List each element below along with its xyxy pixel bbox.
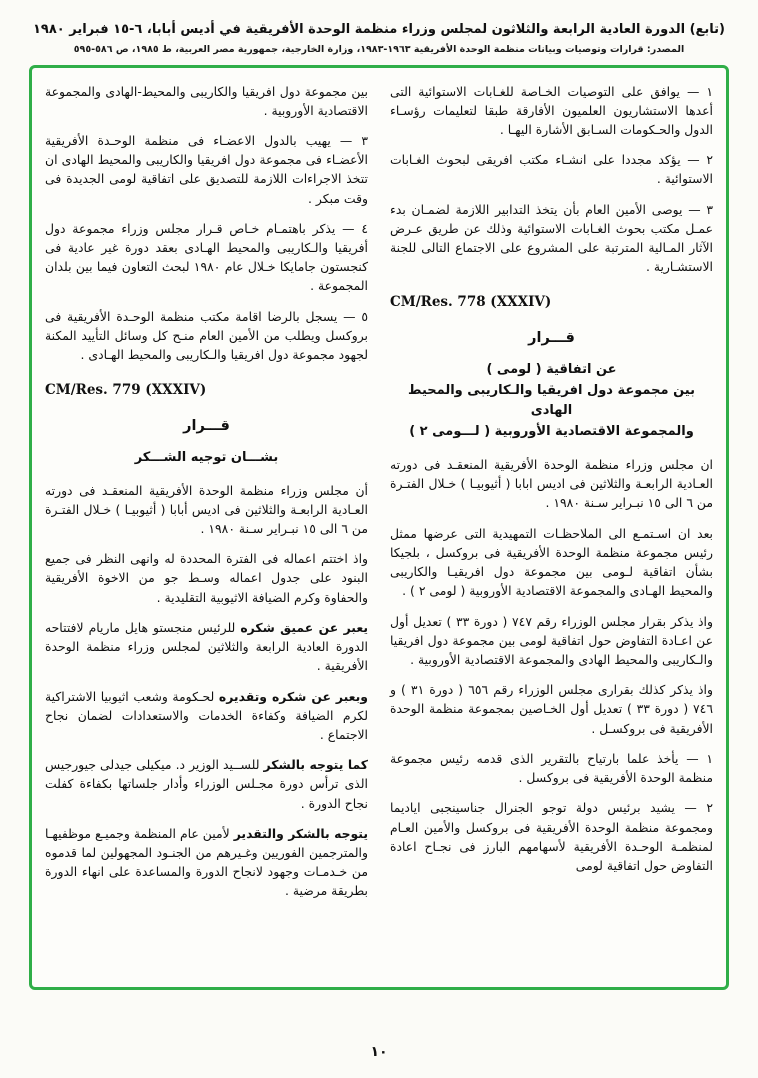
page-number: ١٠ xyxy=(370,1044,388,1060)
resolution-title: قـــرار xyxy=(528,330,575,347)
body-paragraph: واذ يذكر كذلك بقرارى مجلس الوزراء رقم ٦٥٦ ( دورة ٣١ ) و ٧٤٦ ( دورة ٣٣ ) تعديل أول الخـاصين بمجموعة منظمة الوحدة الأفريقية فى بروكسـل . xyxy=(390,682,713,736)
bold-lead: كما يتوجه بالشكر xyxy=(263,757,368,773)
numbered-item: ٥ — يسجل بالرضا اقامة مكتب منظمة الوحـدة الأفريقية فى بروكسل ويطلب من الأمين العام منـح كل وسائل التأييد المكنة لجهود مجموعة دول افريقيا والـكاريبى والمحيط الهـادى . xyxy=(45,308,368,363)
content-box xyxy=(29,65,729,990)
page-header xyxy=(16,20,742,55)
column-left xyxy=(45,82,368,977)
body-paragraph: أن مجلس وزراء منظمة الوحدة الأفريقية المنعقـد فى دورته العـادية الرابعـة والثلاثين فى اديس أبابا ( أثيوبيـا ) خـلال الفتـرة من ٦ الى ١٥ نبـراير سـنة ١٩٨٠ . xyxy=(45,482,368,536)
body-paragraph: واذ اختتم اعماله فى الفترة المحددة له وانهى النظر فى جميع البنود على جدول اعماله وسـط جو من الاخوة الأفريقية والحفاوة وكرم الضيافة الاثيوبية التقليدية . xyxy=(45,551,368,605)
thanks-paragraph xyxy=(45,824,368,901)
numbered-item: ٣ — يهيب بالدول الاعضـاء فى منظمة الوحـدة الأفريقية الأعضـاء فى مجموعة دول افريقيا والكاريبى والمحيط الهادى ان تتخذ الاجراءات اللازمة للتصديق على اتفاقية لومى الجديدة فى وقت مبكر . xyxy=(45,132,368,206)
continuation-paragraph: بين مجموعة دول افريقيا والكاريبى والمحيط-الهادى والمجموعة الاقتصادية الأوروبية . xyxy=(45,83,368,118)
body-paragraph: بعد ان اسـتمـع الى الملاحظـات التمهيدية التى عرضها ممثل رئيس مجموعة منظمة الوحدة الأفريقية فى بروكسل ، بلجيكا بشأن اتفاقية لـومى بين مجموعة دول افريقيـا والكاريبى والمحيط الهـادى والمجموعة الاقتصادية الأوروبية ( لومى ٢ ) . xyxy=(390,525,713,599)
numbered-item: ٣ — يوصى الأمين العام بأن يتخذ التدابير اللازمة لضمـان بدء عمـل مكتب بحوث الغـابات الاستوائية وذلك عن طريق عـرض الآثار المـالية المترتبة على المشروع على الاجتماع التالى للجنة الاستشـارية . xyxy=(390,201,713,275)
paragraph-rest: لأمين عام المنظمة وجميـع موظفيهـا والمترجمين الفوريين وغـيرهم من الجنـود المجهولين لما قدموه من خـدمـات وجهود لانجاح الدورة والمساعدة على انهاء الدورة بطريقة مرضية . xyxy=(45,825,368,899)
column-right xyxy=(390,82,713,977)
numbered-item: ٢ — يشيد برئيس دولة توجو الجنرال جناسينجبى اياديما ومجموعة منظمة الوحدة الأفريقية فى بروكسل والأمين العـام لمنظمـة الوحـدة الأفريقية لأسهامهم البارز فى نجـاح اعادة التفاوض حول اتفاقية لومى xyxy=(390,800,713,873)
bold-lead: يعبر عن عميق شكره xyxy=(240,619,368,635)
header-source-line: المصدر: قرارات وتوصيات وبيانات منظمة الوحدة الأفريقية ١٩٦٣-١٩٨٣، وزارة الخارجية، جمهورية مصر العربية، ط ١٩٨٥، ص ٥٨٦-٥٩٥ xyxy=(73,43,685,55)
two-column-layout xyxy=(45,82,713,977)
resolution-subtitle xyxy=(390,360,713,443)
numbered-item: ١ — يوافق على التوصيات الخـاصة للغـابات الاستوائية التى أعدها الاستشاريون العلميون الأفارقة طبقا لتعليمات رؤسـاء الدول والحـكومات السـابق الأشارة اليهـا . xyxy=(390,83,713,137)
thanks-paragraph xyxy=(45,687,368,745)
paragraph-rest: للرئيس منجستو هايل ماريام لافتتاحه الدورة العادية الرابعة والثلاثين لمجلس وزراء منظمة الوحدة الأفريقية . xyxy=(45,619,368,674)
body-paragraph: ان مجلس وزراء منظمة الوحدة الأفريقية المنعقـد فى دورته العـادية الرابعـة والثلاثين فى اديس ابابا ( أثيوبيـا ) خـلال الفتـرة من ٦ الى ١٥ نبـراير سـنة ١٩٨٠ . xyxy=(390,457,713,511)
numbered-item: ٤ — يذكر باهتمـام خـاص قـرار مجلس وزراء مجموعة دول أفريقيا والـكاريبى والمحيط الهـادى بعقد دورة غير عادية فى كنجستون جامايكا خـلال عام ١٩٨٠ لبحث التعاون فيما بين بلدان المجموعة . xyxy=(45,220,368,294)
thanks-paragraph xyxy=(45,618,368,676)
resolution-subtitle: بشـــان توجيه الشـــكر xyxy=(134,449,279,465)
bold-lead: وبعبر عن شكره وتقديره xyxy=(218,688,368,704)
subtitle-line: بين مجموعة دول افريقيا والـكاريبى والمحيط الهادى xyxy=(408,382,695,419)
bold-lead: يتوجه بالشكر والتقدير xyxy=(233,825,369,841)
paragraph-rest: للســيد الوزير د. ميكيلى جيدلى جيورجيس الذى ترأس دورة مجـلس الوزراء وأدار جلساتها بكفاءة كفلت نجاح الدورة . xyxy=(45,757,368,811)
subtitle-line: والمجموعة الاقتصادية الأوروبية ( لـــومى ٢ ) xyxy=(409,424,694,440)
subtitle-line: عن اتفاقية ( لومى ) xyxy=(486,361,617,377)
thanks-paragraph xyxy=(45,755,368,813)
resolution-title: قـــرار xyxy=(183,418,230,435)
header-title: (تابع) الدورة العادية الرابعة والثلاثون لمجلس وزراء منظمة الوحدة الأفريقية في أديس أبابا، ٦-١٥ فبراير ١٩٨٠ xyxy=(33,22,725,37)
numbered-item: ١ — يأخذ علما بارتياح بالتقرير الذى قدمه رئيس مجموعة منظمة الوحدة الأفريقية فى بروكسل . xyxy=(390,750,713,786)
paragraph-rest: لحـكومة وشعب اثيوبيا الاشتراكية لكرم الضيافة وكفاءة الخدمات والاستعدادات لضمان نجاح الاجتماع . xyxy=(45,688,368,742)
body-paragraph: واذ يذكر بقرار مجلس الوزراء رقم ٧٤٧ ( دورة ٣٣ ) تعديل أول عن اعـادة التفاوض حول اتفاقية لومى بين مجموعة دول افريقيا والـكاريبى والمحيط الهادى والمجموعة الاقتصادية الأوروبية . xyxy=(390,613,713,668)
resolution-ref: CM/Res. 778 (XXXIV) xyxy=(390,294,552,311)
numbered-item: ٢ — يؤكد مجددا على انشـاء مكتب افريقى لبحوث الغـابات الاستوائية . xyxy=(390,152,713,187)
resolution-ref: CM/Res. 779 (XXXIV) xyxy=(45,382,207,399)
